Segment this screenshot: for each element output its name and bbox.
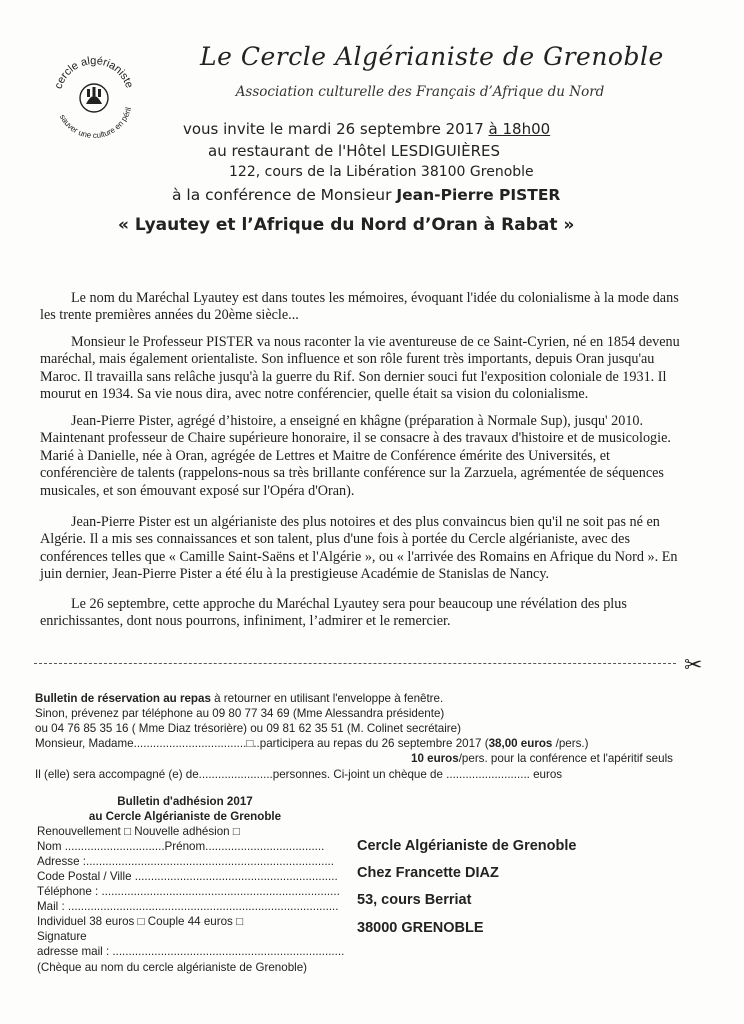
page-subtitle: Association culturelle des Français d’Afrique du Nord <box>235 84 605 100</box>
address-line-1: Cercle Algérianiste de Grenoble <box>357 838 577 854</box>
fee-checkboxes[interactable]: Individuel 38 euros □ Couple 44 euros □ <box>37 915 244 928</box>
reservation-meal-text: Monsieur, Madame...................................□..participera au repas du 26 septembre 2017 ( <box>35 737 489 750</box>
cheque-note: (Chèque au nom du cercle algérianiste de Grenoble) <box>37 961 308 974</box>
reservation-phone-line: Sinon, prévenez par téléphone au 09 80 77 34 69 (Mme Alessandra présidente) <box>35 707 445 720</box>
email-address-field[interactable]: adresse mail : ........................................................................ <box>37 945 345 958</box>
reservation-heading: Bulletin de réservation au repas <box>35 692 211 705</box>
talk-title: « Lyautey et l’Afrique du Nord d’Oran à Rabat » <box>118 215 575 235</box>
page-title: Le Cercle Algérianiste de Grenoble <box>200 42 664 71</box>
association-logo <box>46 48 142 144</box>
reservation-instructions: à retourner en utilisant l'enveloppe à fenêtre. <box>210 692 444 705</box>
svg-text:cercle algérianiste: cercle algérianiste <box>52 54 136 91</box>
speaker-name: Jean-Pierre PISTER <box>396 186 561 204</box>
address-line-3: 53, cours Berriat <box>357 892 472 908</box>
invitation-speaker <box>172 186 560 204</box>
address-field[interactable]: Adresse :............................................................................. <box>37 855 334 868</box>
name-field[interactable]: Nom ...............................Prénom..................................... <box>37 840 325 853</box>
svg-text:sauver une culture en péril: sauver une culture en péril <box>57 106 134 141</box>
body-paragraph-1: Le nom du Maréchal Lyautey est dans toutes les mémoires, évoquant l'idée du colonialisme à la mode dans les trente premières années du 20ème siècle... <box>40 290 679 324</box>
address-line-4: 38000 GRENOBLE <box>357 920 484 936</box>
reservation-guests-line[interactable]: Il (elle) sera accompagné (e) de.......................personnes. Ci-joint un chèque de .......................... euros <box>35 768 563 781</box>
address-line-2: Chez Francette DIAZ <box>357 865 499 881</box>
membership-type-checkboxes[interactable]: Renouvellement □ Nouvelle adhésion □ <box>37 825 240 838</box>
invitation-speaker-prefix: à la conférence de Monsieur <box>172 186 397 204</box>
postal-code-field[interactable]: Code Postal / Ville ............................................................... <box>37 870 338 883</box>
invitation-date-text: vous invite le mardi 26 septembre 2017 <box>183 120 489 138</box>
invitation-time: à 18h00 <box>488 120 551 138</box>
body-paragraph-2: Monsieur le Professeur PISTER va nous raconter la vie aventureuse de ce Saint-Cyrien, né en 1854 devenu maréchal, mais également orientaliste. Son influence et son rôle furent très importants, depuis Oran jusqu'au Maroc. Il travailla sans relâche jusqu'à la guerre du Rif. Son dernier souci fut l'exposition coloniale de 1931. Il mourut en 1934. Sa vie nous dira, avec notre conférencier, quelle était sa vision du colonialisme. <box>40 334 680 403</box>
body-paragraph-5: Le 26 septembre, cette approche du Maréchal Lyautey sera pour beaucoup une révélation des plus enrichissantes, dont nous pourrons, infiniment, l’admirer et le remercier. <box>40 596 627 630</box>
body-paragraph-3: Jean-Pierre Pister, agrégé d’histoire, a enseigné en khâgne (préparation à Normale Sup), jusqu' 2010. Maintenant professeur de Chaire supérieure honoraire, il se consacre à des travaux d'histoire et de musicologie. Marié à Danielle, née à Oran, agrégée de Lettres et Maitre de Conférence émérite des Universités, et conférencière de talents (rappelons-nous sa très brillante conférence sur la Zarzuela, agrémentée de séquences musicales, et son émouvant exposé sur l'Opéra d'Oran). <box>40 413 671 499</box>
conference-price-suffix: /pers. pour la conférence et l'apéritif seuls <box>458 752 673 765</box>
signature-field[interactable]: Signature <box>37 930 87 943</box>
reservation-title <box>35 691 443 706</box>
reservation-meal-line[interactable] <box>35 736 588 751</box>
conference-price: 10 euros <box>411 752 459 765</box>
adhesion-subtitle: au Cercle Algérianiste de Grenoble <box>88 810 282 823</box>
invitation-venue: au restaurant de l'Hôtel LESDIGUIÈRES <box>208 142 501 160</box>
invitation-date <box>183 120 550 138</box>
adhesion-title: Bulletin d'adhésion 2017 <box>117 795 253 808</box>
mail-field[interactable]: Mail : .................................................................................... <box>37 900 339 913</box>
meal-price: 38,00 euros <box>488 737 553 750</box>
phone-field[interactable]: Téléphone : .......................................................................... <box>37 885 340 898</box>
reservation-conference-price <box>411 751 673 766</box>
reservation-meal-suffix: /pers.) <box>552 737 589 750</box>
cut-line-divider <box>34 663 676 664</box>
body-paragraph-4: Jean-Pierre Pister est un algérianiste des plus notoires et des plus convaincus bien qu'il ne soit pas né en Algérie. Il a mis ses connaissances et son talent, plus d'une fois à portée du Cercle algérianiste, avec des conférences telles que « Camille Saint-Saëns et l'Algérie », ou « l'arrivée des Romains en Afrique du Nord ». En juin dernier, Jean-Pierre Pister a été élu à la prestigieuse Académie de Stanislas de Nancy. <box>40 514 678 583</box>
reservation-phone-line-2: ou 04 76 85 35 16 ( Mme Diaz trésorière) ou 09 81 62 35 51 (M. Colinet secrétaire) <box>35 722 461 735</box>
scissors-icon: ✂ <box>684 653 703 678</box>
invitation-address: 122, cours de la Libération 38100 Grenoble <box>229 164 534 180</box>
